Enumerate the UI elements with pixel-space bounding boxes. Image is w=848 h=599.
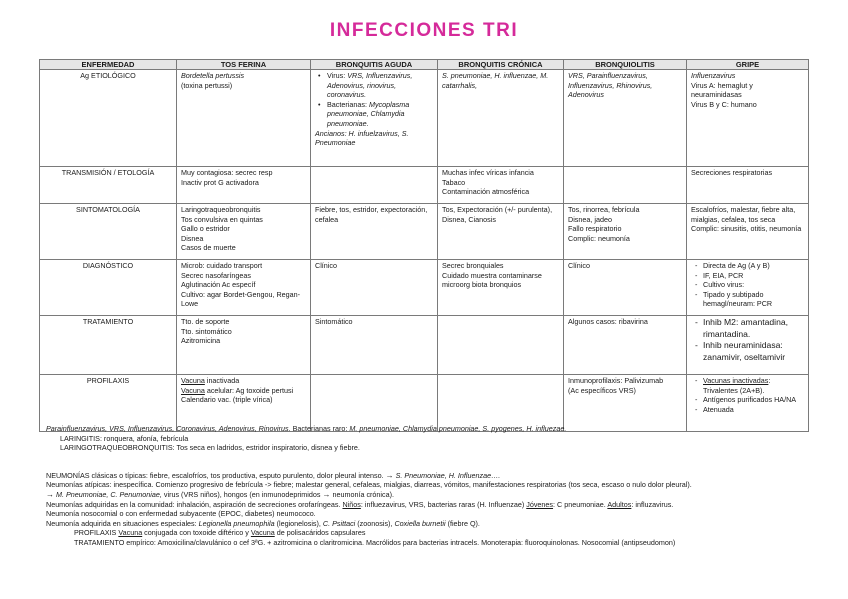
note-text: M. pneumoniae, Chlamydia pneumoniae, S. pyogenes, H. influezae. (349, 424, 567, 433)
note-line: LARINGOTRAQUEOBRONQUITIS: Tos seca en ladridos, estridor inspiratorio, disnea y fiebre. (60, 443, 360, 453)
cell-bc-tratamiento (438, 316, 564, 375)
header-bronquiolitis: BRONQUIOLITIS (564, 60, 687, 70)
cell-bc-transmision (438, 167, 564, 204)
list-item: - Tipado y subtipado hemagl/neuram: PCR (703, 290, 804, 309)
table-row (40, 167, 809, 204)
cell-text: Inmunoprofilaxis: Palivizumab (568, 376, 664, 385)
note-text: Neumonía adquirida en situaciones especiales: (46, 518, 199, 528)
cell-tos-profilaxis (177, 375, 311, 432)
cell-text: Complic: sinusitis, otitis, neumonía (691, 224, 802, 234)
cell-tos-sintomatologia (177, 204, 311, 260)
header-bronquitis-cronica: BRONQUITIS CRÓNICA (438, 60, 564, 70)
note-line (46, 528, 816, 538)
cell-tos-etiologico (177, 70, 311, 167)
note-text: Niños (342, 499, 361, 509)
note-text: : influezavirus, VRS, bacterias raras (H. Influenzae) (360, 499, 527, 509)
cell-bq-profilaxis (564, 375, 687, 432)
table-row (40, 204, 809, 260)
note-text: M. Pneumoniae, C. Penumoniae, (54, 489, 164, 499)
note-text: virus (VRS niños), hongos (en inmunodeprimidos (163, 489, 323, 499)
cell-text: : Trivalentes (2A+B). (703, 376, 771, 395)
note-text: : influzavirus. (631, 499, 674, 509)
cell-bc-profilaxis (438, 375, 564, 432)
cell-text: Muchas infec víricas infancia (442, 168, 534, 177)
cell-gripe-diagnostico (687, 260, 809, 316)
table-header-row (40, 60, 809, 70)
cell-bc-sintomatologia: Tos, Expectoración (+/- purulenta), Disnea, Cianosis (438, 204, 564, 260)
cell-gripe-sintomatologia (687, 204, 809, 260)
cell-bq-sintomatologia (564, 204, 687, 260)
cell-bq-etiologico: VRS, Parainfluenzavirus, Influenzavirus, Rhinovirus, Adenovirus (564, 70, 687, 167)
note-text: (zoonosis), (355, 518, 395, 528)
cell-text: Influenzavirus (691, 71, 736, 80)
cell-text: Contaminación atmosférica (442, 187, 530, 197)
arrow-icon: → (322, 489, 331, 499)
note-text: Vacuna (118, 528, 143, 538)
notes-section (46, 424, 816, 548)
list-item: - Directa de Ag (A y B) (703, 261, 804, 271)
note-text: Adultos (607, 499, 632, 509)
note-text: PROFILAXIS (74, 528, 119, 538)
cell-text: Laringotraqueobronquitis (181, 205, 261, 214)
list-item: - Antígenos purificados HA/NA (703, 395, 804, 405)
cell-text: Virus A: hemaglut y neuraminidasas (691, 80, 753, 100)
cell-text: Mycoplasma pneumoniae, Chlamydia pneumoniae. (327, 99, 410, 128)
cell-text: Aglutinación Ac específ (181, 280, 256, 290)
cell-ba-transmision (311, 167, 438, 204)
cell-text: Tto. de soporte (181, 317, 230, 326)
note-line (46, 490, 816, 500)
cell-bc-diagnostico (438, 260, 564, 316)
note-line (46, 519, 816, 529)
cell-gripe-transmision: Secreciones respiratorias (687, 167, 809, 204)
note-line: Neumonías atípicas: inespecífica. Comienzo progresivo de febrícula -> fiebre; malestar general, cefaleas, mialgias, diarreas, vómitos, manifestaciones respiratorias (tos seca, escaso o nulo dolor pleural). (46, 480, 692, 490)
cell-gripe-profilaxis (687, 375, 809, 432)
header-enfermedad: ENFERMEDAD (40, 60, 177, 70)
cell-text: Gallo o estridor (181, 224, 230, 234)
note-text: Jóvenes (526, 499, 554, 509)
arrow-icon: → (46, 489, 54, 499)
row-label-diagnostico: DIAGNÓSTICO (40, 260, 177, 316)
cell-ba-etiologico (311, 70, 438, 167)
cell-tos-transmision (177, 167, 311, 204)
cell-text: Microb: cuidado transport (181, 261, 263, 270)
infections-table (39, 59, 809, 432)
note-text: Parainfluenzavirus, VRS, Influenzavirus, Coronavirus, Adenovirus, Rinovirus. (46, 424, 291, 433)
header-tos-ferina: TOS FERINA (177, 60, 311, 70)
header-bronquitis-aguda: BRONQUITIS AGUDA (311, 60, 438, 70)
row-label-transmision: TRANSMISIÓN / ETOLOGÍA (40, 167, 177, 204)
note-text: C. Psittaci (322, 518, 356, 528)
cell-text: Tabaco (442, 177, 466, 187)
cell-text: Calendario vac. (triple vírica) (181, 395, 273, 405)
cell-bq-diagnostico: Clínico (564, 260, 687, 316)
cell-text (181, 386, 306, 396)
cell-text: Bacterianas: (327, 99, 369, 109)
cell-text: Secrec nasofaríngeas (181, 270, 251, 280)
cell-gripe-tratamiento (687, 316, 809, 375)
table-row (40, 260, 809, 316)
note-text: neumonía crónica). (330, 489, 395, 499)
cell-text: acelular: Ag toxoide pertusi (204, 385, 294, 395)
list-item (327, 71, 433, 100)
row-label-tratamiento: TRATAMIENTO (40, 316, 177, 375)
cell-ba-sintomatologia: Fiebre, tos, estridor, expectoración, cefalea (311, 204, 438, 260)
note-text: conjugada con toxoide diftérico y (142, 528, 251, 538)
cell-text (181, 376, 306, 386)
table-row (40, 375, 809, 432)
arrow-icon: → (385, 470, 394, 480)
page-title: INFECCIONES TRI (329, 20, 519, 41)
list-item: - Inhib M2: amantadina, rimantadina. (703, 317, 804, 340)
cell-text: Virus B y C: humano (691, 99, 757, 109)
cell-text: Tos, rinorrea, febrícula (568, 205, 640, 214)
cell-text: Casos de muerte (181, 243, 236, 253)
cell-text: Inactiv prot G activadora (181, 177, 259, 187)
cell-ba-diagnostico: Clínico (311, 260, 438, 316)
cell-ba-tratamiento: Sintomático (311, 316, 438, 375)
note-text: Vacuna (250, 528, 275, 538)
table-row (40, 316, 809, 375)
note-line (46, 471, 816, 481)
note-text: Neumonías adquiridas en la comunidad: inhalación, aspiración de secreciones orofaríngeas. (46, 499, 343, 509)
note-line: Neumonía nosocomial o con enfermedad subyacente (EPOC, diabetes) neumococo. (46, 509, 316, 519)
cell-text: Vacuna (181, 376, 205, 385)
cell-text: VRS, Influenzavirus, Adenovirus, rinovirus, coronavirus. (327, 71, 413, 100)
cell-text: Vacuna (181, 385, 205, 395)
note-text: : C pneumoniae. (553, 499, 608, 509)
row-label-etiologico: Ag ETIOLÓGICO (40, 70, 177, 167)
cell-text: (toxina pertussi) (181, 80, 233, 90)
cell-text: Bordetella pertussis (181, 71, 245, 80)
cell-tos-tratamiento (177, 316, 311, 375)
cell-text: Fallo respiratorio (568, 224, 622, 234)
list-item: - Inhib neuraminidasa: zanamivir, oseltamivir (703, 340, 804, 363)
cell-bc-etiologico: S. pneumoniae, H. influenzae, M. catarrhalis, (438, 70, 564, 167)
cell-text: Disnea (181, 233, 204, 243)
note-text: NEUMONÍAS clásicas o típicas: fiebre, escalofríos, tos productiva, esputo purulento, dolor pleural intenso. (46, 470, 384, 480)
cell-text: Virus: (327, 71, 348, 80)
note-text: Coxiella burnetii (394, 518, 446, 528)
cell-gripe-etiologico (687, 70, 809, 167)
cell-text: Vacunas inactivadas (703, 376, 769, 385)
note-line (46, 424, 816, 434)
cell-text: Muy contagiosa: secrec resp (181, 168, 273, 177)
cell-text: Secrec bronquiales (442, 261, 504, 270)
note-text: Bacterianas raro: (290, 424, 350, 433)
cell-text: Cultivo: agar Bordet-Gengou, Regan-Lowe (181, 289, 301, 309)
note-line: TRATAMIENTO empírico: Amoxicilina/clavulánico o cef 3ªG. + azitromicina o claritromicina. Macrólidos para bacterias intracels. Monoterapia: fluoroquinolonas. Nosocomial (antipseudomon) (74, 537, 676, 547)
row-label-sintomatologia: SINTOMATOLOGÍA (40, 204, 177, 260)
note-text: Legionella pneumophila (198, 518, 275, 528)
cell-text: Tos convulsiva en quintas (181, 214, 263, 224)
cell-bq-transmision (564, 167, 687, 204)
cell-text: Azitromicina (181, 336, 221, 346)
note-text: S. Pneumoniae, H. Influenzae…. (393, 470, 501, 480)
cell-text: inactivada (204, 376, 240, 385)
note-line: LARINGITIS: ronquera, afonía, febrícula (60, 433, 189, 443)
cell-ba-profilaxis (311, 375, 438, 432)
table-row (40, 70, 809, 167)
list-item: - Cultivo virus: (703, 280, 804, 290)
header-gripe: GRIPE (687, 60, 809, 70)
note-line (46, 500, 816, 510)
list-item (703, 376, 804, 395)
list-item (327, 100, 433, 129)
cell-tos-diagnostico (177, 260, 311, 316)
cell-bq-tratamiento: Algunos casos: ribavirina (564, 316, 687, 375)
note-text: de polisacáridos capsulares (274, 528, 366, 538)
note-text: (legionelosis), (274, 518, 323, 528)
cell-text: Complic: neumonía (568, 233, 630, 243)
spacer (46, 453, 816, 471)
cell-text: Disnea, jadeo (568, 214, 612, 224)
cell-text: Tto. sintomático (181, 326, 232, 336)
note-text: (fiebre Q). (445, 518, 480, 528)
row-label-profilaxis: PROFILAXIS (40, 375, 177, 432)
cell-text: Cuidado muestra contaminarse microorg biota bronquios (442, 270, 542, 290)
list-item: - Atenuada (703, 405, 804, 415)
list-item: - IF, EIA, PCR (703, 271, 804, 281)
cell-text: Escalofríos, malestar, fiebre alta, mialgias, cefalea, tos seca (691, 205, 796, 224)
cell-text: (Ac específicos VRS) (568, 385, 636, 395)
cell-text: Ancianos: H. infuelzavirus, S. Pneumoniae (315, 128, 409, 148)
